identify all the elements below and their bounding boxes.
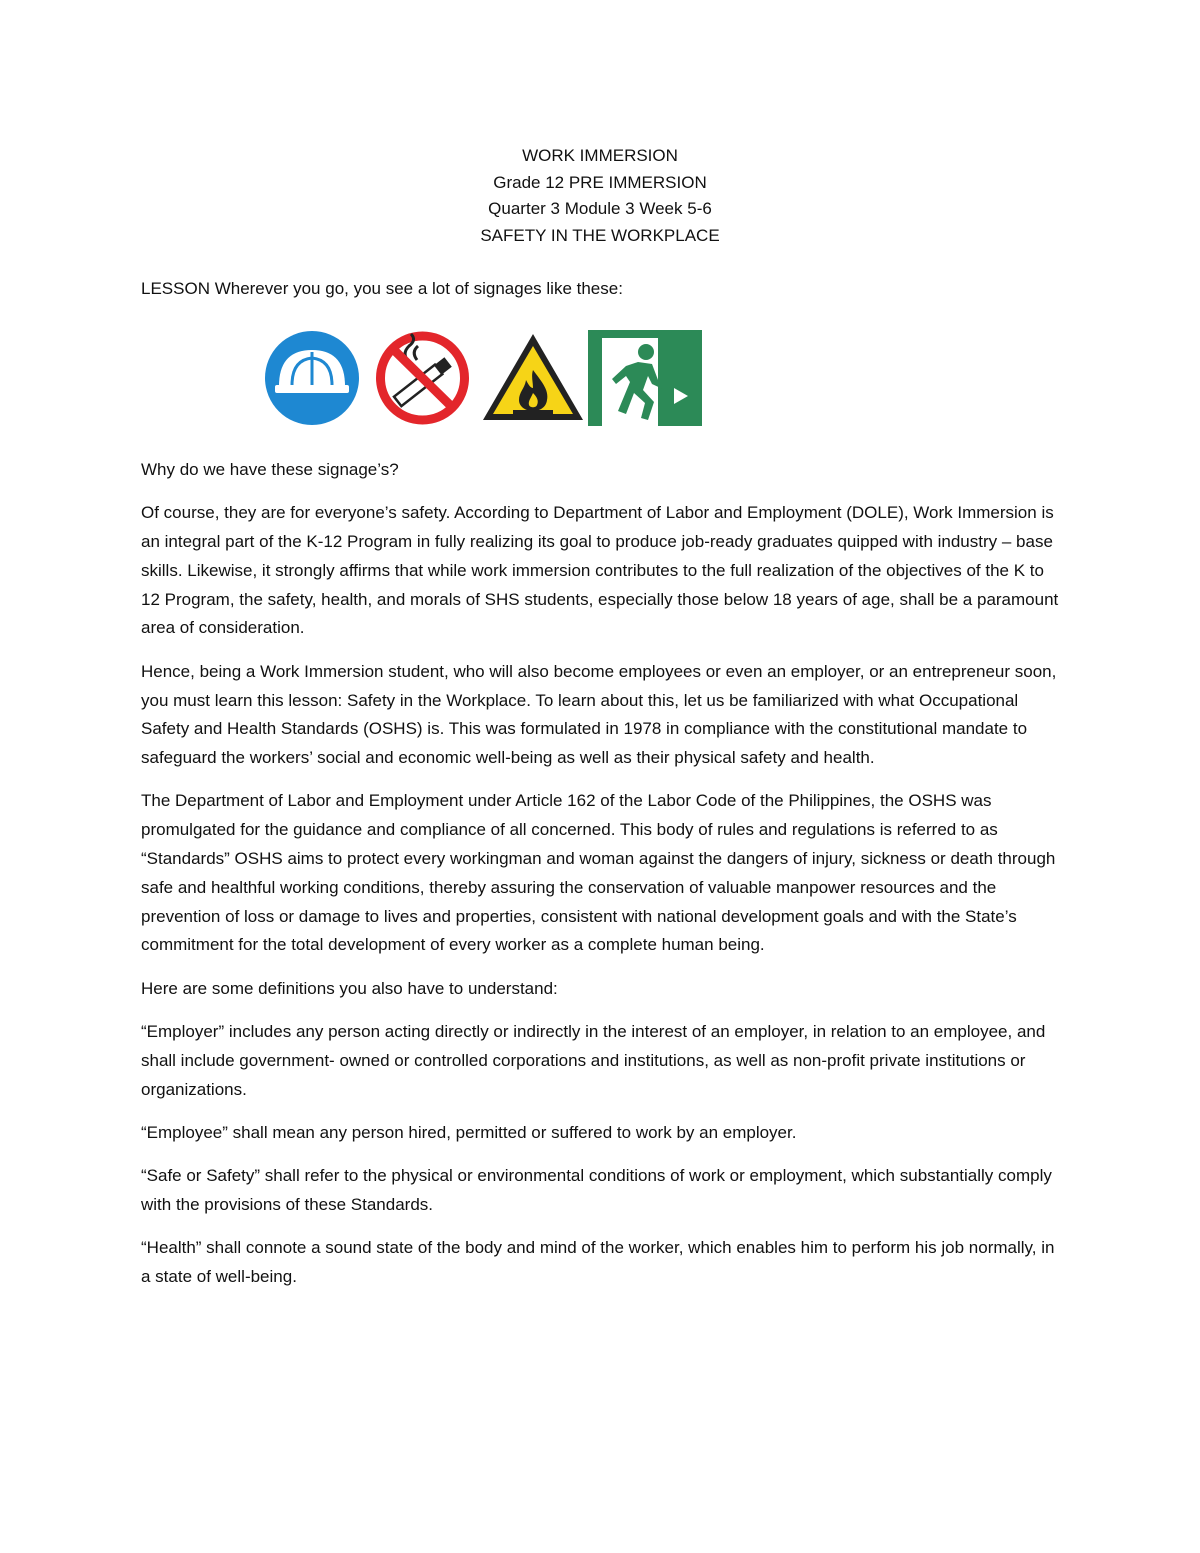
- definition-health: “Health” shall connote a sound state of the body and mind of the worker, which enables him to perform his job normally, in a state of well-being.: [141, 1238, 1055, 1287]
- title-grade: Grade 12 PRE IMMERSION: [493, 172, 707, 192]
- definition-employee: “Employee” shall mean any person hired, permitted or suffered to work by an employer.: [141, 1122, 797, 1142]
- title-subject: WORK IMMERSION: [522, 146, 678, 165]
- definitions-intro: Here are some definitions you also have to understand:: [141, 978, 558, 998]
- oshs-intro-paragraph: Hence, being a Work Immersion student, who will also become employees or even an employer, or an entrepreneur soon, you must learn this lesson: Safety in the Workplace. To learn about this, let us be familiarized with what Occupational Safety and Health Standards (OSHS) is. This was formulated in 1978 in compliance with the constitutional mandate to safeguard the workers’ social and economic well-being as well as their physical safety and health.: [141, 661, 1057, 768]
- lesson-body: [141, 456, 1066, 1306]
- lesson-intro: LESSON Wherever you go, you see a lot of signages like these:: [141, 279, 623, 298]
- definition-employer: “Employer” includes any person acting directly or indirectly in the interest of an employer, in relation to an employee, and shall include government- owned or controlled corporations and institutions, as well as non-profit private institutions or organizations.: [141, 1022, 1046, 1099]
- title-topic: SAFETY IN THE WORKPLACE: [480, 225, 720, 245]
- hard-hat-required-icon: [262, 330, 362, 426]
- question-paragraph: Why do we have these signage’s?: [141, 460, 399, 479]
- title-module: Quarter 3 Module 3 Week 5-6: [488, 199, 712, 218]
- title-block: [0, 143, 1200, 249]
- dole-paragraph: Of course, they are for everyone’s safety. According to Department of Labor and Employment (DOLE), Work Immersion is an integral part of the K-12 Program in fully realizing its goal to produce job-ready graduates quipped with industry – base skills. Likewise, it strongly affirms that while work immersion contributes to the full realization of the objectives of the K to 12 Program, the safety, health, and morals of SHS students, especially those below 18 years of age, shall be a paramount area of consideration.: [141, 503, 1059, 638]
- flammable-warning-icon: [479, 330, 587, 426]
- definition-safety: “Safe or Safety” shall refer to the physical or environmental conditions of work or employment, which substantially comply with the provisions of these Standards.: [141, 1166, 1052, 1215]
- no-smoking-icon: [371, 330, 474, 426]
- dole-article-paragraph: The Department of Labor and Employment under Article 162 of the Labor Code of the Philippines, the OSHS was promulgated for the guidance and compliance of all concerned. This body of rules and regulations is referred to as “Standards” OSHS aims to protect every workingman and woman against the dangers of injury, sickness or death through safe and healthful working conditions, thereby assuring the conservation of valuable manpower resources and the prevention of loss or damage to lives and properties, consistent with national development goals and with the State’s commitment for the total development of every worker as a complete human being.: [141, 791, 1056, 955]
- emergency-exit-icon: [588, 330, 702, 426]
- safety-signs-row: [262, 330, 702, 426]
